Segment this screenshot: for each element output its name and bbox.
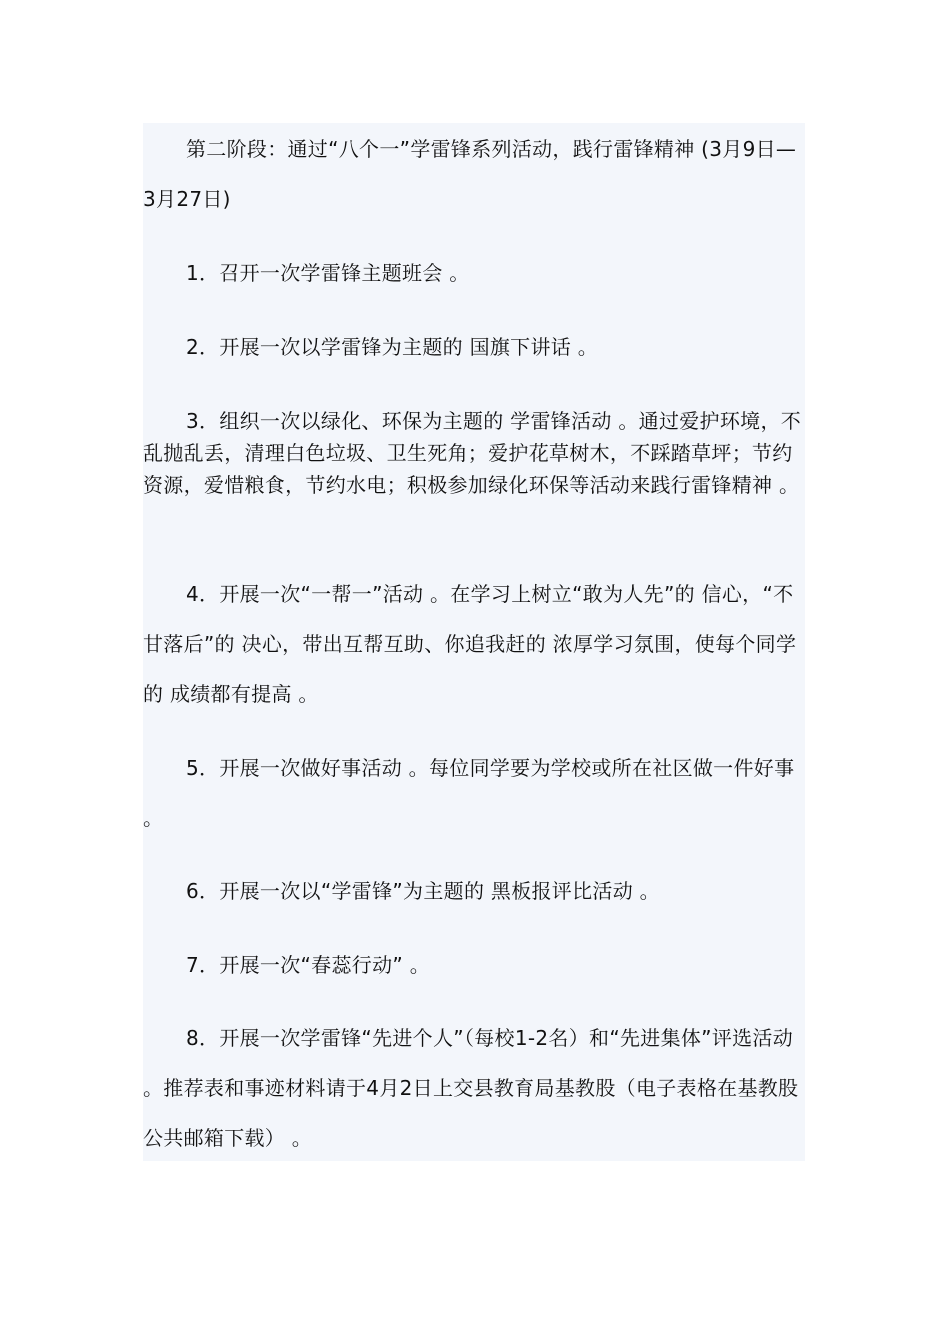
activity-item-4: 4．开展一次“一帮一”活动 。在学习上树立“敢为人先”的 信心，“不甘落后”的 决心，带出互帮互助、你追我赶的 浓厚学习氛围，使每个同学的 成绩都有提高 。 [143,582,797,706]
activity-item-8: 8．开展一次学雷锋“先进个人”（每校1-2名）和“先进集体”评选活动 。推荐表和事迹材料请于4月2日上交县教育局基教股（电子表格在基教股公共邮箱下载） 。 [143,1026,799,1150]
activity-item-7: 7．开展一次“春蕊行动” 。 [186,953,431,977]
activity-item-1: 1．召开一次学雷锋主题班会 。 [186,261,470,285]
activity-item-5: 5．开展一次做好事活动 。每位同学要为学校或所在社区做一件好事 。 [143,756,795,830]
activity-item-3: 3．组织一次以绿化、环保为主题的 学雷锋活动 。通过爱护环境，不乱抛乱丢，清理白色垃圾、卫生死角；爱护花草树木，不踩踏草坪；节约资源，爱惜粮食，节约水电；积极参加绿化环保等活动来践行雷锋精神 。 [143,409,802,497]
activity-item-6: 6．开展一次以“学雷锋”为主题的 黑板报评比活动 。 [186,879,660,903]
activity-item-2: 2．开展一次以学雷锋为主题的 国旗下讲话 。 [186,335,599,359]
phase-heading: 第二阶段：通过“八个一”学雷锋系列活动，践行雷锋精神 (3月9日—3月27日) [143,137,797,211]
